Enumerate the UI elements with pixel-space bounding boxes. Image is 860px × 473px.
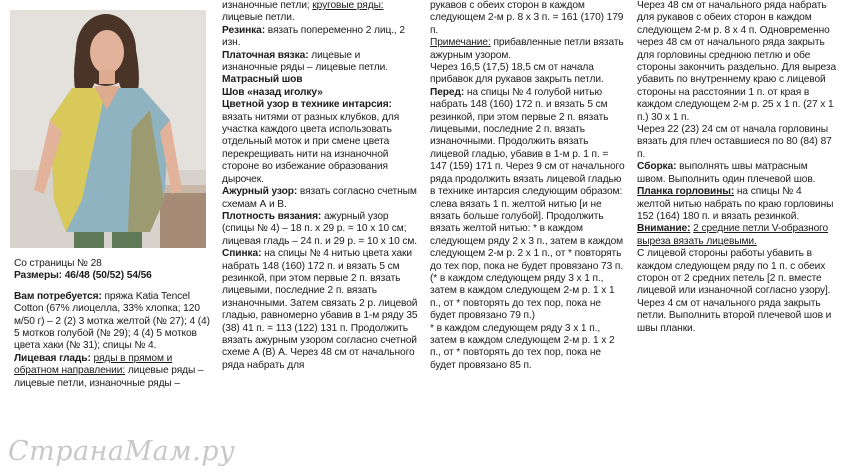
sizes [14, 270, 210, 282]
neckband-text: на спицы № 4 желтой нитью набрать по краю горловины 152 (164) 180 п. и вязать резинкой. [637, 186, 834, 222]
stocking-underlined: ряды в прямом и обратном направлении: [14, 352, 173, 377]
front-label: Перед: [430, 86, 465, 98]
column-4 [637, 0, 837, 335]
sleeves-bind-off: Через 16,5 (17,5) 18,5 см от начала прибавок для рукавов закрыть петли. [430, 62, 604, 86]
stocking-continued [222, 0, 418, 25]
materials-text: пряжа Katia Tencel Cotton (67% лиоцелла, 33% хлопка; 120 м/50 г) – 2 (2) 3 мотка желтой (№ 27); 4 (4) 5 мотков голубой (№ 29); 4 (4) 5 мотков цвета хаки (№ 31); спицы № 4. [14, 290, 210, 352]
note [430, 37, 626, 62]
garter-stitch [222, 50, 418, 75]
stocking-stitch [14, 353, 210, 390]
attention [637, 223, 837, 248]
stocking-text: лицевые ряды – лицевые петли, изнаночные ряды – [14, 365, 204, 389]
sleeves-cast-on: рукавов с обеих сторон в каждом следующем 2-м р. 8 х 3 п. = 161 (170) 179 п. [430, 0, 624, 36]
shoulders: Через 22 (23) 24 см от начала горловины вязать для плеч оставшиеся по 80 (84) 87 п. [637, 124, 832, 160]
backstitch-label: Шов «назад иголку» [222, 86, 323, 98]
neckband-label: Планка горловины: [637, 186, 735, 198]
assembly-text: выполнять швы матрасным швом. Выполнить один плечевой шов. [637, 161, 816, 185]
intarsia-label: Цветной узор в технике интарсия: [222, 99, 392, 111]
mattress-seam [222, 74, 418, 86]
note-text: прибавленные петли вязать ажурным узором. [430, 37, 624, 61]
neckband-decreases: С лицевой стороны работы убавить в каждом следующем ряду по 1 п. с обеих сторон от 2 средних петель [2 п. вместе лицевой или изнаночной согласно узору]. Через 4 см от начального ряда закрыть петли. Выполнить второй плечевой шов и швы планки. [637, 248, 832, 334]
assembly-label: Сборка: [637, 161, 677, 173]
column-3 [430, 0, 626, 372]
stocking-label: Лицевая гладь: [14, 352, 91, 364]
materials-label: Вам потребуется: [14, 290, 102, 302]
garter-text: лицевые и изнаночные ряды – лицевые петли. [222, 49, 388, 74]
attention-label: Внимание: [637, 223, 691, 235]
sizes-value: 46/48 (50/52) 54/56 [64, 270, 152, 282]
rib-label: Резинка: [222, 24, 266, 36]
source-page: Со страницы № 28 [14, 258, 102, 269]
gauge [222, 211, 418, 248]
front-variant-size3: * в каждом следующем ряду 3 х 1 п., затем в каждом следующем 2-м р. 1 х 2 п., от * повторять до тех пор, пока не будет провязано 85 п. [430, 322, 615, 371]
gauge-label: Плотность вязания: [222, 210, 322, 222]
lace-pattern [222, 186, 418, 211]
sweater-illustration [10, 10, 206, 248]
materials [14, 291, 210, 353]
garter-label: Платочная вязка: [222, 49, 309, 61]
back-label: Спинка: [222, 248, 262, 260]
model-photo [10, 10, 206, 248]
column-1 [14, 258, 210, 390]
round-rows-label: круговые ряды: [312, 0, 384, 11]
column-2 [222, 0, 418, 372]
rib-stitch [222, 25, 418, 50]
lace-text: вязать согласно счетным схемам А и В. [222, 186, 417, 210]
back-text: на спицы № 4 нитью цвета хаки набрать 148 (160) 172 п. и вязать 5 см резинкой, при этом первые 2 п. вязать лицевыми, последние 2 п. вязать изнаночными. Затем связать 2 р. лицевой гладью, равномерно убавив в 1-м ряду 35 (38) 41 п. = 113 (122) 131 п. Продолжить вязать ажурным узором согласно счетной схеме А (В) А. Через 48 см от начального ряда набрать для [222, 248, 418, 371]
gauge-text: ажурный узор (спицы № 4) – 18 п. х 29 р. = 10 х 10 см; лицевая гладь – 24 п. и 29 р. = 10 х 10 см. [222, 210, 418, 247]
backstitch-seam [222, 87, 418, 99]
back-piece [222, 248, 418, 372]
watermark-logo: СтранаМам.ру [8, 436, 236, 467]
assembly [637, 161, 837, 186]
front-piece [430, 87, 626, 273]
knit-text: лицевые петли. [222, 12, 295, 24]
note-label: Примечание: [430, 37, 491, 49]
intarsia-text: вязать нитями от разных клубков, для участка каждого цвета использовать отдельный моток и при смене цвета перекрещивать нити на изнаночной стороне во избежание образования дырочек. [222, 111, 400, 185]
intarsia [222, 99, 418, 186]
front-variant-size2: (* в каждом следующем ряду 3 х 1 п., затем в каждом следующем 2-м р. 1 х 1 п., от * повторять до тех пор, пока не будет провязано 79 п.) [430, 272, 615, 322]
purl-text: изнаночные петли; [222, 0, 310, 11]
mattress-label: Матрасный шов [222, 74, 303, 86]
front-text: на спицы № 4 голубой нитью набрать 148 (160) 172 п. и вязать 5 см резинкой, при этом первые 2 п. вязать лицевыми, последние 2 п. вязать изнаночными. Продолжить вязать лицевой гладью, убавив в 1-м р. 1 п. = 147 (159) 171 п. Через 9 см от начального ряда продолжить вязать лицевой гладью в технике интарсия следующим образом: слева вязать 1 п. желтой нитью [и не вязать больше голубой]. Продолжить вязать желтой нитью: * в каждом следующем ряду 2 х 3 п., затем в каждом следующем 2-м р. 2 х 1 п., от * повторять до тех пор, пока не будет провязано 73 п. [430, 86, 625, 272]
attention-text: 2 средние петли V-образного выреза вязать лицевыми. [637, 223, 829, 247]
rib-text: вязать попеременно 2 лиц., 2 изн. [222, 24, 405, 49]
lace-label: Ажурный узор: [222, 186, 298, 198]
neckband [637, 186, 837, 223]
front-sleeves-neck: Через 48 см от начального ряда набрать для рукавов с обеих сторон в каждом следующем 2-м р. 8 х 4 п. Одновременно через 48 см от начального ряда закрыть для горловины среднюю петлю и обе стороны закончить раздельно. Для выреза убавить по внутреннему краю с лицевой стороны на расстоянии 1 п. от края в каждом следующем 2-м р. 25 х 1 п. (27 х 1 п.) 30 х 1 п. [637, 0, 837, 123]
sizes-label: Размеры: [14, 270, 62, 282]
